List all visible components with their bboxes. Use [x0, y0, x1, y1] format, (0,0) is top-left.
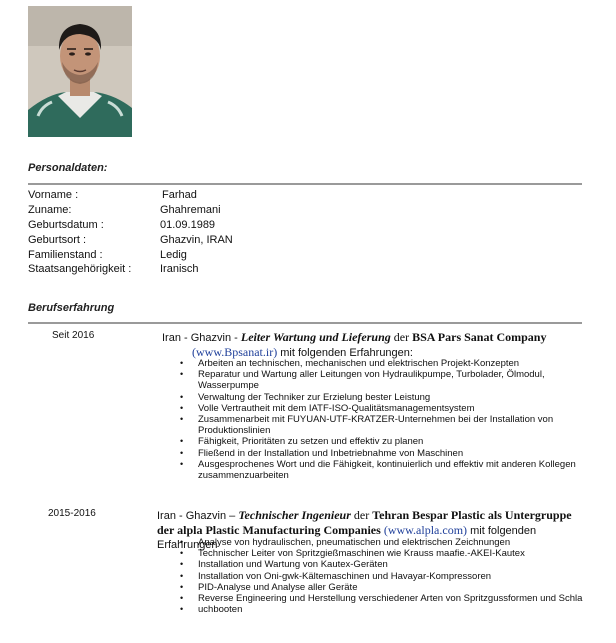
job-header [162, 330, 590, 360]
company-website-link[interactable]: (www.alpla.com) [383, 523, 468, 537]
personal-row-first-name [28, 188, 588, 202]
job-suffix: mit folgenden Erfahrungen: [277, 347, 413, 359]
job-suffix: mit folgenden Erfahrungen [157, 525, 537, 551]
list-item: • Reparatur und Wartung aller Leitungen von Hydraulikpumpe, Turbolader, Ölmodul, Wasserpumpe [198, 369, 588, 391]
birth-date-value: 01.09.1989 [160, 219, 216, 231]
list-item: • Ausgesprochenes Wort und die Fähigkeit, kontinuierlich und effektiv mit anderen Kollegen zusammenzuarbeiten [198, 459, 588, 481]
birth-date-label: Geburtsdatum : [28, 219, 104, 231]
job-date: Seit 2016 [52, 330, 95, 341]
personal-row-last-name [28, 203, 588, 217]
personal-row-nationality [28, 262, 588, 276]
personal-row-marital-status [28, 248, 588, 262]
profile-photo [28, 6, 132, 137]
person-portrait-image [28, 6, 132, 137]
list-item: • Reverse Engineering und Herstellung verschiedener Arten von Spritzgussformen und Schla [198, 593, 588, 604]
last-name-label: Zuname: [28, 204, 72, 216]
job-company: BSA Pars Sanat Company [412, 330, 547, 344]
personal-row-birth-place [28, 233, 588, 247]
first-name-value: Farhad [162, 189, 197, 201]
list-item: • uchbooten [198, 604, 588, 615]
list-item: • Zusammenarbeit mit FUYUAN-UTF-KRATZER-Unternehmen bei der Installation von Produktionslinien [198, 414, 588, 436]
job-company: Tehran Bespar Plastic als Untergruppe der alpla Plastic Manufacturing Companies [157, 508, 572, 537]
list-item: • PID-Analyse und Analyse aller Geräte [198, 582, 588, 593]
job-connector: der [390, 330, 413, 344]
job-location: Iran - Ghazvin – [157, 510, 239, 522]
first-name-label: Vorname : [28, 189, 79, 201]
birth-place-value: Ghazvin, IRAN [160, 234, 233, 246]
list-item: • Technischer Leiter von Spritzgießmaschinen wie Krauss maafie.-AKEI-Kautex [198, 548, 588, 559]
personal-data-heading: Personaldaten: [28, 162, 108, 174]
job-location: Iran - Ghazvin - [162, 332, 241, 344]
job-bullets-bsa [198, 358, 588, 481]
experience-divider [28, 322, 582, 324]
list-item: • Installation von Oni-gwk-Kältemaschinen und Havayar-Kompressoren [198, 571, 588, 582]
personal-data-divider [28, 183, 582, 185]
company-website-link[interactable]: (www.Bpsanat.ir) [192, 345, 278, 359]
job-role: Technischer Ingenieur [238, 508, 351, 522]
last-name-value: Ghahremani [160, 204, 221, 216]
nationality-value: Iranisch [160, 263, 199, 275]
list-item: • Volle Vertrautheit mit dem IATF-ISO-Qualitätsmanagementsystem [198, 403, 588, 414]
job-bullets-tehran-bespar [198, 537, 588, 615]
list-item: • Analyse von hydraulischen, pneumatischen und elektrischen Zeichnungen [198, 537, 588, 548]
marital-status-value: Ledig [160, 249, 187, 261]
nationality-label: Staatsangehörigkeit : [28, 263, 132, 275]
job-date: 2015-2016 [48, 508, 96, 519]
experience-heading: Berufserfahrung [28, 302, 115, 314]
list-item: • Verwaltung der Techniker zur Erzielung bester Leistung [198, 392, 588, 403]
list-item: • Fähigkeit, Prioritäten zu setzen und effektiv zu planen [198, 436, 588, 447]
job-role: Leiter Wartung und Lieferung [240, 330, 391, 344]
list-item: • Arbeiten an technischen, mechanischen und elektrischen Projekt-Konzepten [198, 358, 588, 369]
job-connector: der [350, 508, 373, 522]
marital-status-label: Familienstand : [28, 249, 103, 261]
list-item: • Installation und Wartung von Kautex-Geräten [198, 559, 588, 570]
personal-row-birth-date [28, 218, 588, 232]
list-item: • Fließend in der Installation und Inbetriebnahme von Maschinen [198, 448, 588, 459]
birth-place-label: Geburtsort : [28, 234, 87, 246]
